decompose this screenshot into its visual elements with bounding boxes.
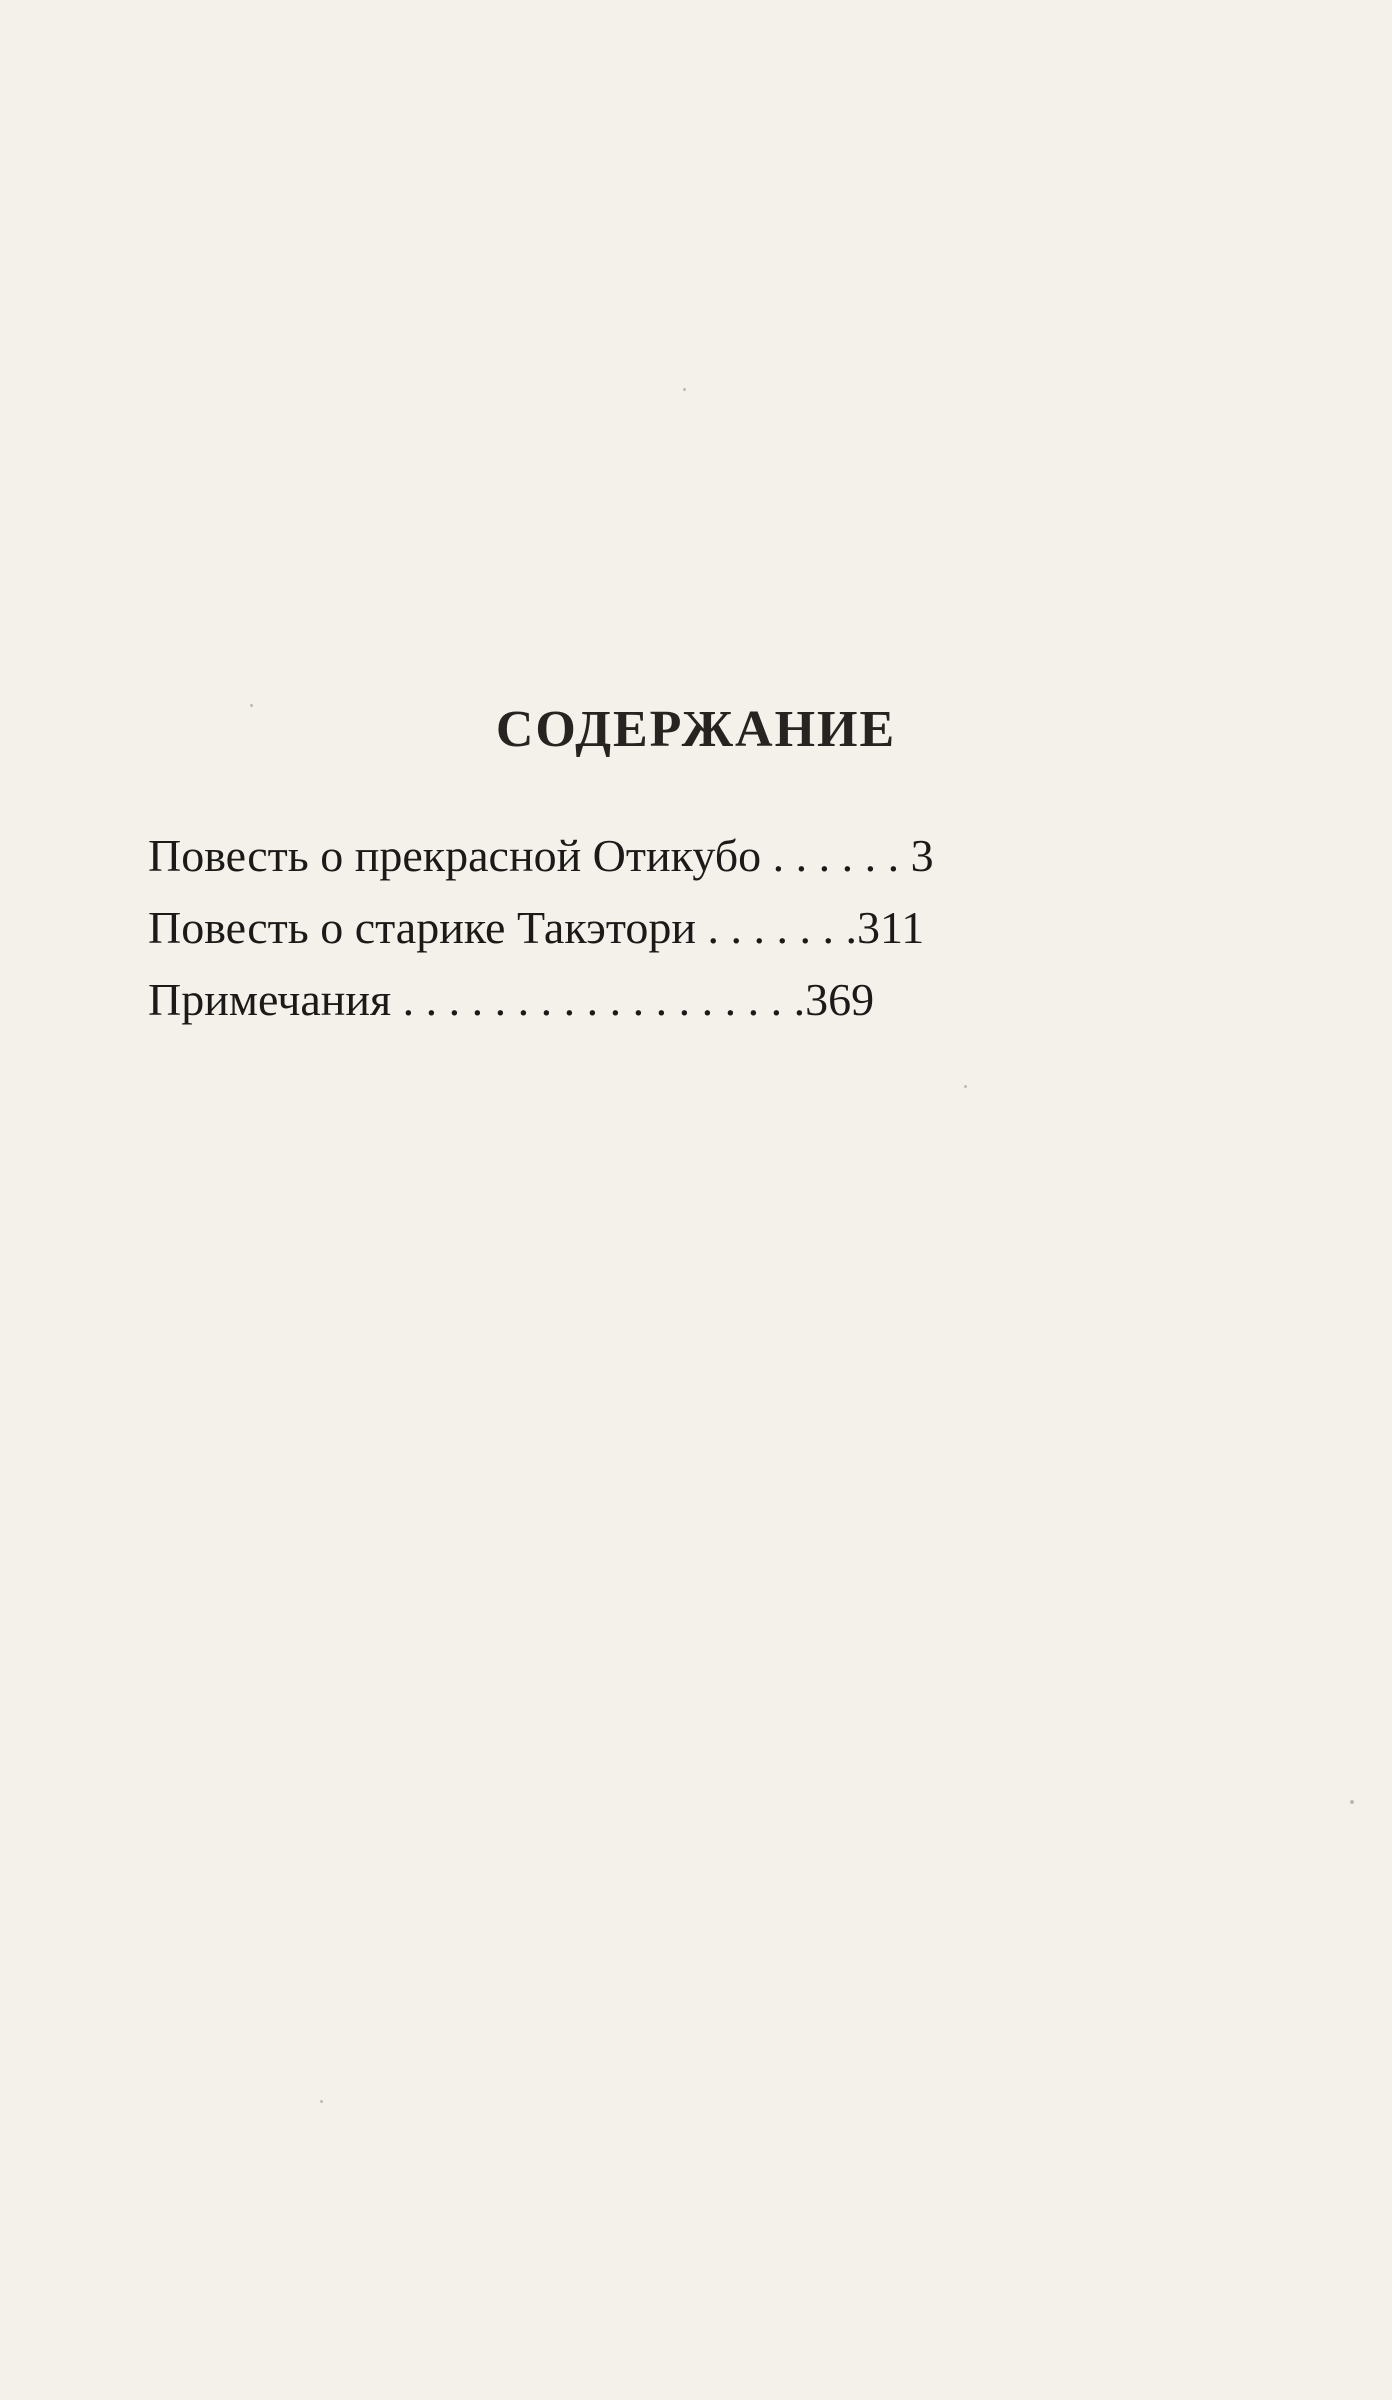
paper-speck bbox=[320, 2100, 323, 2103]
toc-entry-title: Повесть о старике Такэтори bbox=[148, 902, 696, 953]
toc-entry-otikubo[interactable] bbox=[148, 820, 1148, 892]
toc-page-number: 3 bbox=[910, 830, 934, 881]
paper-speck bbox=[964, 1085, 967, 1088]
toc-page-number: 369 bbox=[805, 974, 875, 1025]
toc-entry-taketori[interactable] bbox=[148, 892, 1148, 964]
toc-leader-dots: . . . . . . . bbox=[695, 902, 857, 953]
toc-entry-title: Примечания bbox=[148, 974, 392, 1025]
toc-page-number: 311 bbox=[856, 902, 925, 953]
toc-leader-dots: . . . . . . bbox=[761, 830, 911, 881]
toc-entry-title: Повесть о прекрасной Отикубо bbox=[148, 830, 762, 881]
contents-heading: СОДЕРЖАНИЕ bbox=[495, 701, 897, 758]
paper-speck bbox=[683, 388, 686, 391]
paper-speck bbox=[1350, 1800, 1354, 1804]
table-of-contents bbox=[148, 820, 1148, 1036]
toc-entry-notes[interactable] bbox=[148, 964, 1148, 1036]
toc-leader-dots: . . . . . . . . . . . . . . . . . . bbox=[391, 974, 806, 1025]
